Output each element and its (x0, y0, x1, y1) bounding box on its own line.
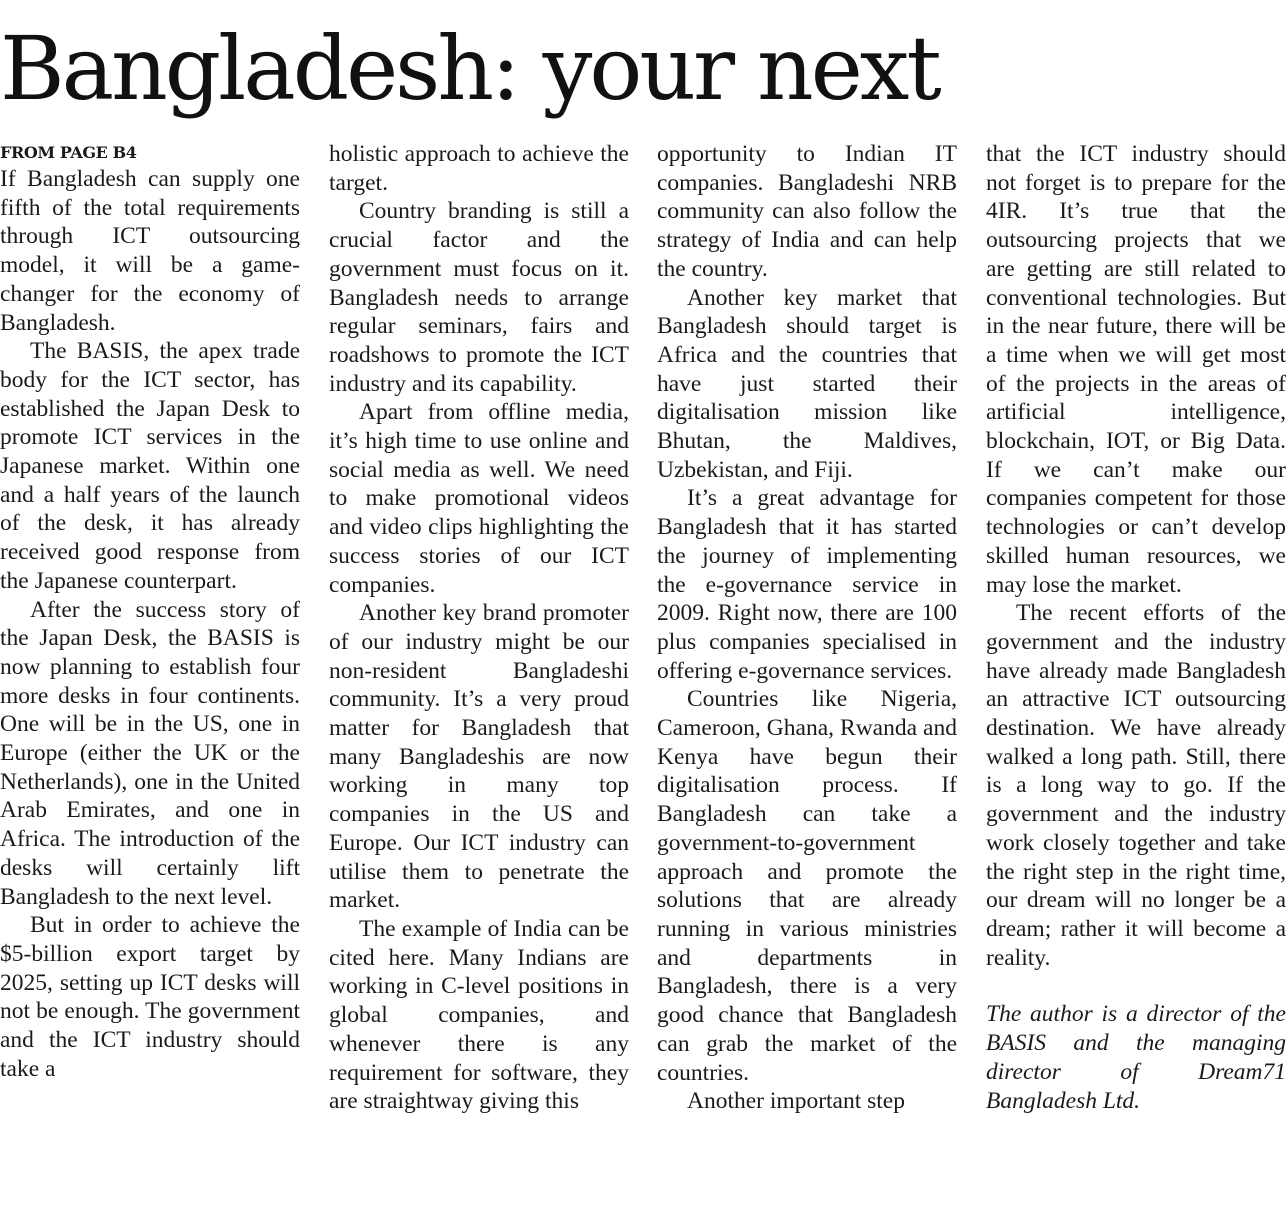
article-column-4 (986, 140, 1286, 1230)
paragraph: After the success story of the Japan Desk, the BASIS is now planning to establish four more desks in four continents. One will be in the US, one in Europe (either the UK or the Netherlands), one in the United Arab Emirates, and one in Africa. The introduction of the desks will certainly lift Bangladesh to the next level. (0, 596, 300, 910)
headline: Bangladesh: your next (0, 17, 939, 120)
paragraph: Another key market that Bangladesh should target is Africa and the countries that have just started their digitalisation mission like Bhutan, the Maldives, Uzbekistan, and Fiji. (657, 284, 957, 483)
article-column-1 (0, 140, 300, 1230)
paragraph: Another important step (687, 1088, 905, 1115)
author-note: The author is a director of the BASIS and the managing director of Dream71 Bangladesh Ltd. (986, 1001, 1286, 1114)
continued-from-label: FROM PAGE B4 (0, 143, 137, 162)
paragraph: Apart from offline media, it’s high time to use online and social media as well. We need to make promotional videos and video clips highlighting the success stories of our ICT companies. (329, 399, 629, 598)
article-column-2 (329, 140, 629, 1230)
paragraph: It’s a great advantage for Bangladesh that it has started the journey of implementing the e-governance service in 2009. Right now, there are 100 plus companies specialised in offering e-governance services. (657, 485, 957, 684)
paragraph: Country branding is still a crucial factor and the government must focus on it. Bangladesh needs to arrange regular seminars, fairs and roadshows to promote the ICT industry and its capability. (329, 198, 629, 397)
paragraph: holistic approach to achieve the target. (329, 141, 629, 196)
paragraph: that the ICT industry should not forget is to prepare for the 4IR. It’s true that the outsourcing projects that we are getting are still related to conventional technologies. But in the near future, there will be a time when we will get most of the projects in the areas of artificial intelligence, blockchain, IOT, or Big Data. If we can’t make our companies competent for those technologies or can’t develop skilled human resources, we may lose the market. (986, 141, 1286, 598)
paragraph: Countries like Nigeria, Cameroon, Ghana, Rwanda and Kenya have begun their digitalisation process. If Bangladesh can take a government-to-government approach and promote the solutions that are already running in various ministries and departments in Bangladesh, there is a very good chance that Bangladesh can grab the market of the countries. (657, 686, 957, 1086)
paragraph: The recent efforts of the government and the industry have already made Bangladesh an attractive ICT outsourcing destination. We have already walked a long path. Still, there is a long way to go. If the government and the industry work closely together and take the right step in the right time, our dream will no longer be a dream; rather it will become a reality. (986, 600, 1286, 971)
paragraph: The BASIS, the apex trade body for the ICT sector, has established the Japan Desk to promote ICT services in the Japanese market. Within one and a half years of the launch of the desk, it has already received good response from the Japanese counterpart. (0, 338, 300, 594)
paragraph: opportunity to Indian IT companies. Bangladeshi NRB community can also follow the strategy of India and can help the country. (657, 141, 957, 282)
paragraph: If Bangladesh can supply one fifth of the total requirements through ICT outsourcing model, it will be a game-changer for the economy of Bangladesh. (0, 166, 300, 336)
paragraph: The example of India can be cited here. Many Indians are working in C-level positions in global companies, and whenever there is any requirement for software, they are straightway giving this (329, 915, 629, 1115)
paragraph: Another key brand promoter of our industry might be our non-resident Bangladeshi community. It’s a very proud matter for Bangladesh that many Bangladeshis are now working in many top companies in the US and Europe. Our ICT industry can utilise them to penetrate the market. (329, 600, 629, 914)
article-column-3 (657, 140, 957, 1230)
paragraph: But in order to achieve the $5-billion export target by 2025, setting up ICT desks will not be enough. The government and the ICT industry should take a (0, 912, 300, 1082)
